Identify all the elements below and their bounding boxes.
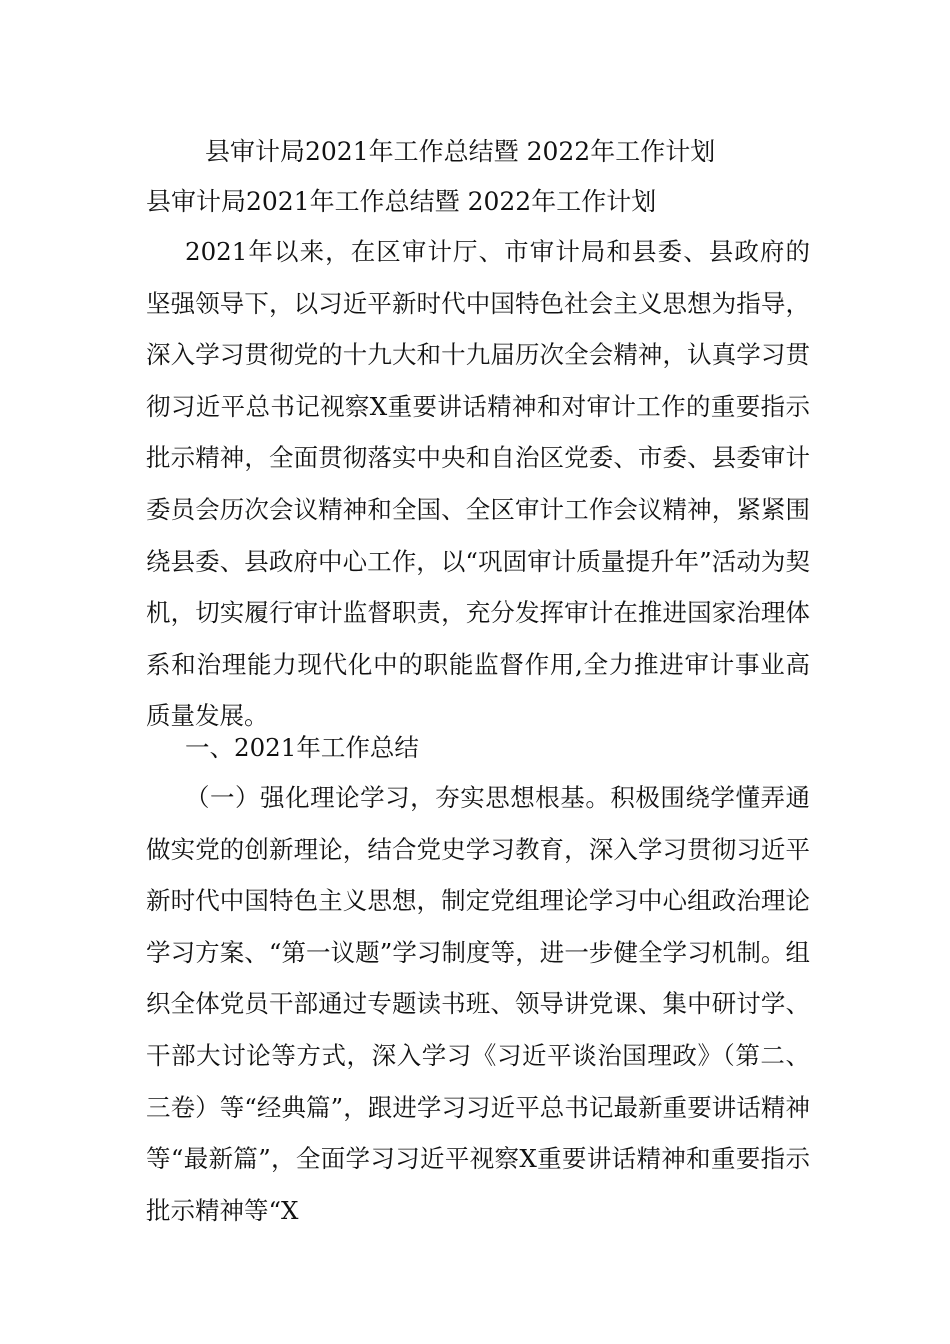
section-heading: 一、2021年工作总结 (185, 733, 419, 762)
intro-paragraph: 2021年以来，在区审计厅、市审计局和县委、县政府的坚强领导下，以习近平新时代中国特色社会主义思想为指导，深入学习贯彻党的十九大和十九届历次全会精神，认真学习贯彻习近平总书记视察X重要讲话精神和对审计工作的重要指示批示精神，全面贯彻落实中央和自治区党委、市委、县委审计委员会历次会议精神和全国、全区审计工作会议精神，紧紧围绕县委、县政府中心工作，以“巩固审计质量提升年”活动为契机，切实履行审计监督职责，充分发挥审计在推进国家治理体系和治理能力现代化中的职能监督作用,全力推进审计事业高质量发展。 (146, 237, 810, 731)
section-paragraph: （一）强化理论学习，夯实思想根基。积极围绕学懂弄通做实党的创新理论，结合党史学习教育，深入学习贯彻习近平新时代中国特色主义思想，制定党组理论学习中心组政治理论学习方案、“第一议题”学习制度等，进一步健全学习机制。组织全体党员干部通过专题读书班、领导讲党课、集中研讨学、干部大讨论等方式，深入学习《习近平谈治国理政》（第二、三卷）等“经典篇”，跟进学习习近平总书记最新重要讲话精神等“最新篇”，全面学习习近平视察X重要讲话精神和重要指示批示精神等“X (146, 783, 810, 1225)
document-subtitle: 县审计局2021年工作总结暨 2022年工作计划 (146, 187, 657, 216)
document-title: 县审计局2021年工作总结暨 2022年工作计划 (205, 137, 716, 166)
